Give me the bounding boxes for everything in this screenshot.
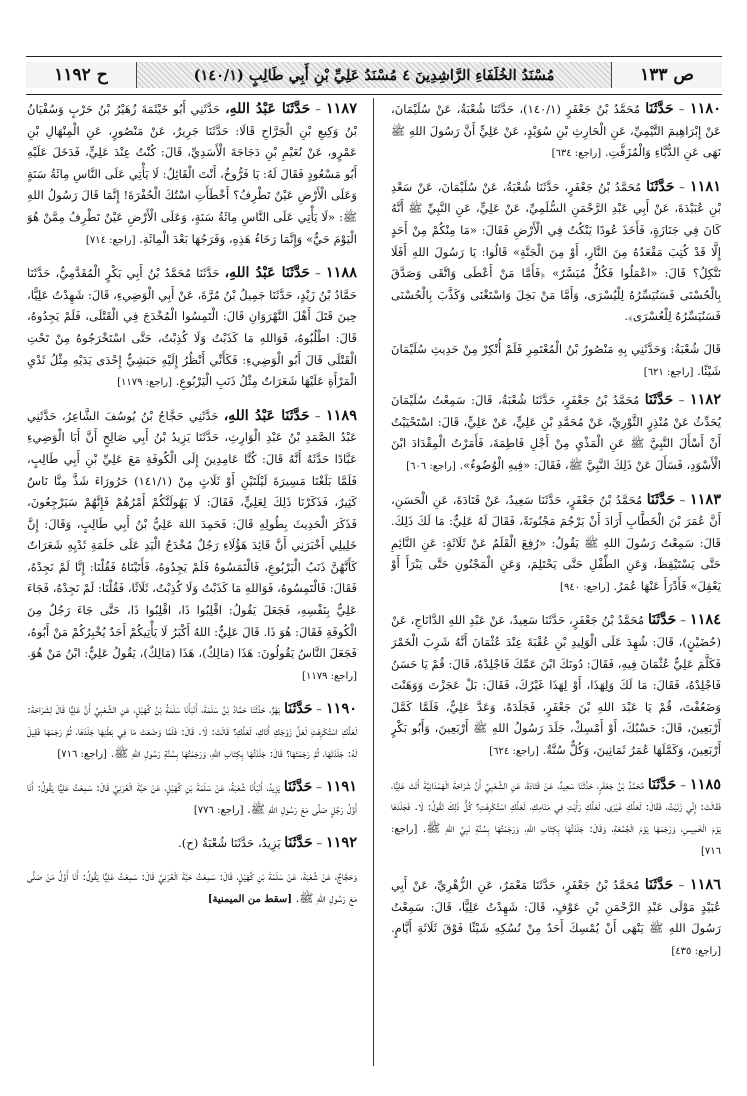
hadith-text: مُحَمَّدُ بْنُ جَعْفَرٍ، حَدَّثَنَا شُعْبَةُ، عَنْ سُلَيْمَانَ، عَنْ سَعْدِ بْنِ عُبَيْدَةَ، عَنْ أَبِي عَبْدِ الرَّحْمَنِ السُّلَمِيِّ، عَنْ عَلِيٍّ، عَنِ النَّبِيِّ ﷺ أَنَّهُ كَانَ فِي جَنَازَةٍ، فَأَخَذَ عُودًا يَنْكُتُ فِي الْأَرْضِ فَقَالَ: «مَا مِنْكُمْ مِنْ أَحَدٍ إِلَّا قَدْ كُتِبَ مَقْعَدُهُ مِنَ النَّارِ، أَوْ مِنَ الْجَنَّةِ» قَالُوا: يَا رَسُولَ اللهِ أَفَلَا نَتَّكِلُ؟ قَالَ: «اعْمَلُوا فَكُلٌّ مُيَسَّرٌ» ﴿فَأَمَّا مَنْ أَعْطَى وَاتَّقَى وَصَدَّقَ بِالْحُسْنَى فَسَنُيَسِّرُهُ لِلْيُسْرَى، وَأَمَّا مَنْ بَخِلَ وَاسْتَغْنَى وَكَذَّبَ بِالْحُسْنَى فَسَنُيَسِّرُهُ لِلْعُسْرَى﴾. <box>391 179 721 324</box>
hadith-text: يَزِيدُ، حَدَّثَنَا شُعْبَةُ (ح). <box>178 836 281 851</box>
hadith-entry: ١١٨١ – حَدَّثَنَا مُحَمَّدُ بْنُ جَعْفَرٍ، حَدَّثَنَا شُعْبَةُ، عَنْ سُلَيْمَانَ، عَنْ سَعْدِ بْنِ عُبَيْدَةَ، عَنْ أَبِي عَبْدِ الرَّحْمَنِ السُّلَمِيِّ، عَنْ عَلِيٍّ، عَنِ النَّبِيِّ ﷺ أَنَّهُ كَانَ فِي جَنَازَةٍ، فَأَخَذَ عُودًا يَنْكُتُ فِي الْأَرْضِ فَقَالَ: «مَا مِنْكُمْ مِنْ أَحَدٍ إِلَّا قَدْ كُتِبَ مَقْعَدُهُ مِنَ النَّارِ، أَوْ مِنَ الْجَنَّةِ» قَالُوا: يَا رَسُولَ اللهِ أَفَلَا نَتَّكِلُ؟ قَالَ: «اعْمَلُوا فَكُلٌّ مُيَسَّرٌ» ﴿فَأَمَّا مَنْ أَعْطَى وَاتَّقَى وَصَدَّقَ بِالْحُسْنَى فَسَنُيَسِّرُهُ لِلْيُسْرَى، وَأَمَّا مَنْ بَخِلَ وَاسْتَغْنَى وَكَذَّبَ بِالْحُسْنَى فَسَنُيَسِّرُهُ لِلْعُسْرَى﴾. <box>391 177 721 324</box>
isnad-opening: حَدَّثَنَا <box>644 392 674 409</box>
header-bottom-rule <box>26 94 722 95</box>
isnad-opening: حَدَّثَنَا <box>647 776 677 793</box>
hadith-number: ١١٨٤ <box>689 611 721 629</box>
hadith-entry: ١١٨٥ – حَدَّثَنَا مُحَمَّدُ بْنُ جَعْفَرٍ، حَدَّثَنَا سَعِيدٌ، عَنْ قَتَادَةَ، عَنِ الشَّعْبِيِّ أَنَّ شَرَاحَةَ الْهَمْدَانِيَّةَ أَتَتْ عَلِيًّا، فَقَالَتْ: إِنِّي زَنَيْتُ، فَقَالَ: لَعَلَّكِ غَيْرَى، لَعَلَّكِ رَأَيْتِ فِي مَنَامِكِ، لَعَلَّكِ اسْتُكْرِهْتِ؟ كُلُّ ذَلِكَ تَقُولُ: لَا. فَجَلَدَهَا يَوْمَ الْخَمِيسِ، وَرَجَمَهَا يَوْمَ الْجُمُعَةِ، وَقَالَ: جَلَدْتُهَا بِكِتَابِ اللهِ، وَرَجَمْتُهَا بِسُنَّةِ نَبِيِّ اللهِ ﷺ. [راجع: ٧١٦] <box>391 775 721 858</box>
hadith-entry: ١١٨٣ – حَدَّثَنَا مُحَمَّدُ بْنُ جَعْفَرٍ، حَدَّثَنَا سَعِيدٌ، عَنْ قَتَادَةَ، عَنِ الْحَسَنِ، أَنَّ عُمَرَ بْنَ الْخَطَّابِ أَرَادَ أَنْ يَرْجُمَ مَجْنُونَةً، فَقَالَ لَهُ عَلِيٌّ: مَا لَكَ ذَلِكَ. قَالَ: سَمِعْتُ رَسُولَ اللهِ ﷺ يَقُولُ: «رُفِعَ الْقَلَمُ عَنْ ثَلَاثَةٍ: عَنِ النَّائِمِ حَتَّى يَسْتَيْقِظَ، وَعَنِ الطِّفْلِ حَتَّى يَحْتَلِمَ، وَعَنِ الْمَجْنُونِ حَتَّى يَبْرَأَ أَوْ يَعْقِلَ» فَأَدْرَأَ عَنْهَا عُمَرُ. [راجع: ٩٤٠] <box>391 490 721 593</box>
header-top-rule <box>26 56 722 57</box>
isnad-opening: حَدَّثَنَا <box>284 701 313 718</box>
hadith-text: يَزِيدُ، أَنْبَأَنَا شُعْبَةُ، عَنْ سَلَمَةَ بْنِ كُهَيْلٍ، عَنْ حَبَّةَ الْعُرَنِيِّ قَالَ: سَمِعْتُ عَلِيًّا يَقُولُ: أَنَا أَوَّلُ رَجُلٍ صَلَّى مَعَ رَسُولِ اللهِ ﷺ. <box>27 780 357 816</box>
cross-reference: [راجع: ٦٣٤] <box>551 148 602 160</box>
hadith-entry: ١١٨٤ – حَدَّثَنَا مُحَمَّدُ بْنُ جَعْفَرٍ، حَدَّثَنَا سَعِيدٌ، عَنْ عَبْدِ اللهِ الدَّانَاجِ، عَنْ (حُضَيْنٍ)، قَالَ: شُهِدَ عَلَى الْوَلِيدِ بْنِ عُقْبَةَ عِنْدَ عُثْمَانَ أَنَّهُ شَرِبَ الْخَمْرَ فَكَلَّمَ عَلِيٌّ عُثْمَانَ فِيهِ، فَقَالَ: دُونَكَ ابْنَ عَمِّكَ فَاجْلِدْهُ، قَالَ: قُمْ يَا حَسَنُ فَاجْلِدْهُ، فَقَالَ: مَا لَكَ وَلِهَذَا، أَوْ لِهَذَا غَيْرُكَ، فَقَالَ: بَلْ عَجَزْتَ وَوَهَنْتَ وَضَعُفْتَ، قُمْ يَا عَبْدَ اللهِ بْنَ جَعْفَرٍ، فَجَلَدَهُ، وَعَدَّ عَلِيٌّ، فَلَمَّا كَمَّلَ أَرْبَعِينَ، قَالَ: حَسْبُكَ، أَوْ أَمْسِكْ، جَلَدَ رَسُولُ اللهِ ﷺ أَرْبَعِينَ، وَأَبُو بَكْرٍ أَرْبَعِينَ، وَكَمَّلَهَا عُمَرُ ثَمَانِينَ، وَكُلٌّ سُنَّةٌ. [راجع: ٦٢٤] <box>391 611 721 758</box>
hadith-text: مُحَمَّدُ بْنُ جَعْفَرٍ، حَدَّثَنَا سَعِيدٌ، عَنْ قَتَادَةَ، عَنِ الشَّعْبِيِّ أَنَّ شَرَاحَةَ الْهَمْدَانِيَّةَ أَتَتْ عَلِيًّا، فَقَالَتْ: إِنِّي زَنَيْتُ، فَقَالَ: لَعَلَّكِ غَيْرَى، لَعَلَّكِ رَأَيْتِ فِي مَنَامِكِ، لَعَلَّكِ اسْتُكْرِهْتِ؟ كُلُّ ذَلِكَ تَقُولُ: لَا. فَجَلَدَهَا يَوْمَ الْخَمِيسِ، وَرَجَمَهَا يَوْمَ الْجُمُعَةِ، وَقَالَ: جَلَدْتُهَا بِكِتَابِ اللهِ، وَرَجَمْتُهَا بِسُنَّةِ نَبِيِّ اللهِ ﷺ. <box>391 777 721 835</box>
hadith-entry: ١١٨٧ – حَدَّثَنَا عَبْدُ اللهِ، حَدَّثَنِي أَبُو خَيْثَمَةَ زُهَيْرُ بْنُ حَرْبٍ وَسُفْيَانُ بْنُ وَكِيعِ بْنِ الْجَرَّاحِ قَالَا: حَدَّثَنَا جَرِيرٌ، عَنْ مَنْصُورٍ، عَنِ الْمِنْهَالِ بْنِ عَمْرٍو، عَنْ نُعَيْمِ بْنِ دَجَاجَةَ الْأَسَدِيِّ، قَالَ: كُنْتُ عِنْدَ عَلِيٍّ، فَدَخَلَ عَلَيْهِ أَبُو مَسْعُودٍ فَقَالَ لَهُ: يَا فَرُّوخُ، أَنْتَ الْقَائِلُ: لَا يَأْتِي عَلَى النَّاسِ مِائَةُ سَنَةٍ وَعَلَى الْأَرْضِ عَيْنٌ تَطْرِفُ؟ أَخْطَأَتِ اسْتُكَ الْحُفْرَةَ! إِنَّمَا قَالَ رَسُولُ اللهِ ﷺ: «لَا يَأْتِي عَلَى النَّاسِ مِائَةُ سَنَةٍ، وَعَلَى الْأَرْضِ عَيْنٌ تَطْرِفُ مِمَّنْ هُوَ الْيَوْمَ حَيٌّ» وَإِنَّمَا رَخَاءُ هَذِهِ، وَفَرَجُهَا بَعْدَ الْمِائَةِ. [راجع: ٧١٤] <box>27 100 357 246</box>
hadith-number: ١١٨٥ <box>689 775 721 793</box>
cross-reference: [راجع: ٤٣٥] <box>671 945 721 957</box>
hadith-text: مُحَمَّدُ بْنُ جَعْفَرٍ، حَدَّثَنَا شُعْبَةُ، قَالَ: سَمِعْتُ سُلَيْمَانَ يُحَدِّثُ عَنْ مُنْذِرٍ الثَّوْرِيِّ، عَنْ مُحَمَّدِ بْنِ عَلِيٍّ، عَنْ عَلِيٍّ، قَالَ: اسْتَحْيَيْتُ أَنْ أَسْأَلَ النَّبِيَّ ﷺ عَنِ الْمَذْيِ مِنْ أَجْلِ فَاطِمَةَ، فَأَمَرْتُ الْمِقْدَادَ ابْنَ الْأَسْوَدِ، فَسَأَلَ عَنْ ذَلِكَ النَّبِيَّ ﷺ، فَقَالَ: «فِيهِ الْوُضُوءُ». <box>391 393 721 472</box>
cross-reference: [راجع: ٧١٤] <box>85 234 136 246</box>
hadith-number: ١١٩٢ <box>325 834 357 852</box>
hadith-entry: ١١٨٨ – حَدَّثَنَا عَبْدُ اللهِ، حَدَّثَنَا مُحَمَّدُ بْنُ أَبِي بَكْرٍ الْمُقَدَّمِيُّ، حَدَّثَنَا حَمَّادُ بْنُ زَيْدٍ، حَدَّثَنَا جَمِيلُ بْنُ مُرَّةَ، عَنْ أَبِي الْوَضِيءِ، قَالَ: شَهِدْتُ عَلِيًّا، حِينَ قَتَلَ أَهْلَ النَّهْرَوَانِ قَالَ: الْتَمِسُوا الْمُخْدَجَ فِي الْقَتْلَى، فَلَمْ يَجِدُوهُ، قَالَ: اطْلُبُوهُ، فَوَاللهِ مَا كَذَبْتُ وَلَا كُذِبْتُ، حَتَّى اسْتَخْرَجُوهُ مِنْ تَحْتِ الْقَتْلَى قَالَ أَبُو الْوَضِيءِ: فَكَأَنِّي أَنْظُرُ إِلَيْهِ حَبَشِيٌّ إِحْدَى يَدَيْهِ مِثْلُ ثَدْيِ الْمَرْأَةِ عَلَيْهَا شَعَرَاتٌ مِثْلُ ذَنَبِ الْيَرْبُوعِ. [راجع: ١١٧٩] <box>27 264 357 389</box>
cross-reference: [راجع: ٦٢٤] <box>489 746 539 758</box>
isnad-opening: حَدَّثَنَا عَبْدُ اللهِ، <box>223 407 310 424</box>
cross-reference: [راجع: ٧١٦] <box>391 823 721 858</box>
edition-note: [سقط من الميمنية] <box>207 893 292 905</box>
isnad-opening: حَدَّثَنَا <box>283 779 313 796</box>
hadith-number: ١١٩١ <box>325 778 357 796</box>
right-column <box>391 98 721 1070</box>
hadith-number: ١١٨٦ <box>689 876 721 893</box>
isnad-opening: حَدَّثَنَا <box>647 612 677 629</box>
hadith-number: ١١٨٣ <box>689 490 721 508</box>
hadith-entry: ١١٩١ – حَدَّثَنَا يَزِيدُ، أَنْبَأَنَا شُعْبَةُ، عَنْ سَلَمَةَ بْنِ كُهَيْلٍ، عَنْ حَبَّةَ الْعُرَنِيِّ قَالَ: سَمِعْتُ عَلِيًّا يَقُولُ: أَنَا أَوَّلُ رَجُلٍ صَلَّى مَعَ رَسُولِ اللهِ ﷺ. [راجع: ٧٧٦] <box>27 778 357 816</box>
hadith-number: ١١٩٠ <box>325 700 357 718</box>
cross-reference: [راجع: ٩٤٠] <box>560 581 610 593</box>
hadith-text: حَدَّثَنَا مُحَمَّدُ بْنُ أَبِي بَكْرٍ الْمُقَدَّمِيُّ، حَدَّثَنَا حَمَّادُ بْنُ زَيْدٍ، حَدَّثَنَا جَمِيلُ بْنُ مُرَّةَ، عَنْ أَبِي الْوَضِيءِ، قَالَ: شَهِدْتُ عَلِيًّا، حِينَ قَتَلَ أَهْلَ النَّهْرَوَانِ قَالَ: الْتَمِسُوا الْمُخْدَجَ فِي الْقَتْلَى، فَلَمْ يَجِدُوهُ، قَالَ: اطْلُبُوهُ، فَوَاللهِ مَا كَذَبْتُ وَلَا كُذِبْتُ، حَتَّى اسْتَخْرَجُوهُ مِنْ تَحْتِ الْقَتْلَى قَالَ أَبُو الْوَضِيءِ: فَكَأَنِّي أَنْظُرُ إِلَيْهِ حَبَشِيٌّ إِحْدَى يَدَيْهِ مِثْلُ ثَدْيِ الْمَرْأَةِ عَلَيْهَا شَعَرَاتٌ مِثْلُ ذَنَبِ الْيَرْبُوعِ. <box>27 266 357 389</box>
hadith-continuation <box>27 866 357 910</box>
cross-reference: [راجع: ٦٠٦] <box>406 460 456 472</box>
hadith-continuation <box>391 339 721 383</box>
hadith-text: حَدَّثَنِي حَجَّاجُ بْنُ يُوسُفَ الشَّاعِرُ، حَدَّثَنِي عَبْدُ الصَّمَدِ بْنُ عَبْدِ الْوَارِثِ، حَدَّثَنَا يَزِيدُ بْنُ أَبِي صَالِحٍ أَنَّ أَبَا الْوَضِيءِ عَبَّادًا حَدَّثَهُ أَنَّهُ قَالَ: كُنَّا عَامِدِينَ إِلَى الْكُوفَةِ مَعَ عَلِيِّ بْنِ أَبِي طَالِبٍ، فَلَمَّا بَلَغْنَا مَسِيرَةَ لَيْلَتَيْنِ أَوْ ثَلَاثٍ مِنْ (١٤١/١) حَرُورَاءَ شَذَّ مِنَّا نَاسٌ كَثِيرٌ، فَذَكَرْنَا ذَلِكَ لِعَلِيٍّ، فَقَالَ: لَا يَهُولَنَّكُمْ أَمْرُهُمْ فَإِنَّهُمْ سَيَرْجِعُونَ، فَذَكَرَ الْحَدِيثَ بِطُولِهِ قَالَ: فَحَمِدَ اللهَ عَلِيُّ بْنُ أَبِي طَالِبٍ، وَقَالَ: إِنَّ خَلِيلِي أَخْبَرَنِي أَنَّ قَائِدَ هَؤُلَاءِ رَجُلٌ مُخْدَجُ الْيَدِ عَلَى حَلَمَةِ ثَدْيِهِ شَعَرَاتٌ كَأَنَّهُنَّ ذَنَبُ الْيَرْبُوعِ، فَالْتَمَسُوهُ فَلَمْ يَجِدُوهُ، فَأَتَيْنَاهُ فَقُلْنَا: إِنَّا لَمْ نَجِدْهُ، فَقَالَ: فَالْتَمِسُوهُ، فَوَاللهِ مَا كَذَبْتُ وَلَا كُذِبْتُ، ثَلَاثًا، فَقُلْنَا: لَمْ نَجِدْهُ، فَجَاءَ عَلِيٌّ بِنَفْسِهِ، فَجَعَلَ يَقُولُ: اقْلِبُوا ذَا، اقْلِبُوا ذَا، حَتَّى جَاءَ رَجُلٌ مِنَ الْكُوفَةِ فَقَالَ: هُوَ ذَا. قَالَ عَلِيٌّ: اللهُ أَكْبَرُ لَا يَأْتِيكُمْ أَحَدٌ يُخْبِرُكُمْ مَنْ أَبُوهُ، فَجَعَلَ النَّاسُ يَقُولُونَ: هَذَا (مَالِكٌ)، هَذَا (مَالِكٌ)، يَقُولُ عَلِيٌّ: ابْنُ مَنْ هُوَ. <box>27 408 357 661</box>
hadith-entry: ١١٨٦ – حَدَّثَنَا مُحَمَّدُ بْنُ جَعْفَرٍ، حَدَّثَنَا مَعْمَرٌ، عَنِ الزُّهْرِيِّ، عَنْ أَبِي عُبَيْدٍ مَوْلَى عَبْدِ الرَّحْمَنِ بْنِ عَوْفٍ، قَالَ: شَهِدْتُ عَلِيًّا، قَالَ: سَمِعْتُ رَسُولَ اللهِ ﷺ يَنْهَى أَنْ يُمْسِكَ أَحَدٌ مِنْ نُسُكِهِ شَيْئًا فَوْقَ ثَلَاثَةِ أَيَّامٍ. [راجع: ٤٣٥] <box>391 876 721 957</box>
hadith-text: بَهْزٌ، حَدَّثَنَا حَمَّادُ بْنُ سَلَمَةَ، أَنْبَأَنَا سَلَمَةُ بْنُ كُهَيْلٍ، عَنِ الشَّعْبِيِّ أَنَّ عَلِيًّا قَالَ لِشَرَاحَةَ: لَعَلَّكِ اسْتُكْرِهْتِ لَعَلَّ زَوْجَكِ أَتَاكِ، لَعَلَّكِ؟ قَالَتْ: لَا. قَالَ: فَلَمَّا وَضَعَتْ مَا فِي بَطْنِهَا جَلَدَهَا، ثُمَّ رَجَمَهَا فَقِيلَ لَهُ: جَلَدْتَهَا، ثُمَّ رَجَمْتَهَا؟ قَالَ: جَلَدْتُهَا بِكِتَابِ اللهِ، وَرَجَمْتُهَا بِسُنَّةِ رَسُولِ اللهِ ﷺ. <box>27 702 357 760</box>
isnad-opening: حَدَّثَنَا <box>284 835 313 852</box>
hadith-number: ١١٨٩ <box>325 406 357 424</box>
hadith-range: ح ١١٩٢ <box>26 62 136 88</box>
running-title: مُسْنَدُ الخُلَفَاءِ الرَّاشِدِينَ ٤ مُسْنَدُ عَلِيِّ بْنِ أَبِي طَالِبٍ (١٤٠/١) <box>136 62 612 88</box>
hadith-entry: ١١٨٩ – حَدَّثَنَا عَبْدُ اللهِ، حَدَّثَنِي حَجَّاجُ بْنُ يُوسُفَ الشَّاعِرُ، حَدَّثَنِي عَبْدُ الصَّمَدِ بْنُ عَبْدِ الْوَارِثِ، حَدَّثَنَا يَزِيدُ بْنُ أَبِي صَالِحٍ أَنَّ أَبَا الْوَضِيءِ عَبَّادًا حَدَّثَهُ أَنَّهُ قَالَ: كُنَّا عَامِدِينَ إِلَى الْكُوفَةِ مَعَ عَلِيِّ بْنِ أَبِي طَالِبٍ، فَلَمَّا بَلَغْنَا مَسِيرَةَ لَيْلَتَيْنِ أَوْ ثَلَاثٍ مِنْ (١٤١/١) حَرُورَاءَ شَذَّ مِنَّا نَاسٌ كَثِيرٌ، فَذَكَرْنَا ذَلِكَ لِعَلِيٍّ، فَقَالَ: لَا يَهُولَنَّكُمْ أَمْرُهُمْ فَإِنَّهُمْ سَيَرْجِعُونَ، فَذَكَرَ الْحَدِيثَ بِطُولِهِ قَالَ: فَحَمِدَ اللهَ عَلِيُّ بْنُ أَبِي طَالِبٍ، وَقَالَ: إِنَّ خَلِيلِي أَخْبَرَنِي أَنَّ قَائِدَ هَؤُلَاءِ رَجُلٌ مُخْدَجُ الْيَدِ عَلَى حَلَمَةِ ثَدْيِهِ شَعَرَاتٌ كَأَنَّهُنَّ ذَنَبُ الْيَرْبُوعِ، فَالْتَمَسُوهُ فَلَمْ يَجِدُوهُ، فَأَتَيْنَاهُ فَقُلْنَا: إِنَّا لَمْ نَجِدْهُ، فَقَالَ: فَالْتَمِسُوهُ، فَوَاللهِ مَا كَذَبْتُ وَلَا كُذِبْتُ، ثَلَاثًا، فَقُلْنَا: لَمْ نَجِدْهُ، فَجَاءَ عَلِيٌّ بِنَفْسِهِ، فَجَعَلَ يَقُولُ: اقْلِبُوا ذَا، اقْلِبُوا ذَا، حَتَّى جَاءَ رَجُلٌ مِنَ الْكُوفَةِ فَقَالَ: هُوَ ذَا. قَالَ عَلِيٌّ: اللهُ أَكْبَرُ لَا يَأْتِيكُمْ أَحَدٌ يُخْبِرُكُمْ مَنْ أَبُوهُ، فَجَعَلَ النَّاسُ يَقُولُونَ: هَذَا (مَالِكٌ)، هَذَا (مَالِكٌ)، يَقُولُ عَلِيٌّ: ابْنُ مَنْ هُوَ. [راجع: ١١٧٩] <box>27 406 357 682</box>
hadith-number: ١١٨٠ <box>689 100 721 117</box>
cross-reference: [راجع: ٧٧٦] <box>193 804 244 816</box>
cross-reference: [راجع: ١١٧٩] <box>117 377 173 389</box>
cross-reference: [راجع: ١١٧٩] <box>302 670 357 682</box>
hadith-text: مُحَمَّدُ بْنُ جَعْفَرٍ (١٤٠/١)، حَدَّثَنَا شُعْبَةُ، عَنْ سُلَيْمَانَ، عَنْ إِبْرَاهِيمَ التَّيْمِيِّ، عَنِ الْحَارِثِ بْنِ سُوَيْدٍ، عَنْ عَلِيٍّ أَنَّ رَسُولَ اللهِ ﷺ نَهَى عَنِ الدُّبَّاءِ وَالْمُزَفَّتِ. <box>391 102 721 160</box>
cross-reference: [راجع: ٦٢١] <box>643 366 694 378</box>
column-divider <box>373 98 374 1066</box>
cross-reference: [راجع: ٧١٦] <box>57 748 107 760</box>
hadith-text: حَدَّثَنِي أَبُو خَيْثَمَةَ زُهَيْرُ بْنُ حَرْبٍ وَسُفْيَانُ بْنُ وَكِيعِ بْنِ الْجَرَّاحِ قَالَا: حَدَّثَنَا جَرِيرٌ، عَنْ مَنْصُورٍ، عَنِ الْمِنْهَالِ بْنِ عَمْرٍو، عَنْ نُعَيْمِ بْنِ دَجَاجَةَ الْأَسَدِيِّ، قَالَ: كُنْتُ عِنْدَ عَلِيٍّ، فَدَخَلَ عَلَيْهِ أَبُو مَسْعُودٍ فَقَالَ لَهُ: يَا فَرُّوخُ، أَنْتَ الْقَائِلُ: لَا يَأْتِي عَلَى النَّاسِ مِائَةُ سَنَةٍ وَعَلَى الْأَرْضِ عَيْنٌ تَطْرِفُ؟ أَخْطَأَتِ اسْتُكَ الْحُفْرَةَ! إِنَّمَا قَالَ رَسُولُ اللهِ ﷺ: «لَا يَأْتِي عَلَى النَّاسِ مِائَةُ سَنَةٍ، وَعَلَى الْأَرْضِ عَيْنٌ تَطْرِفُ مِمَّنْ هُوَ الْيَوْمَ حَيٌّ» وَإِنَّمَا رَخَاءُ هَذِهِ، وَفَرَجُهَا بَعْدَ الْمِائَةِ. <box>27 102 357 246</box>
page-header <box>26 58 722 92</box>
isnad-opening: حَدَّثَنَا <box>646 491 676 508</box>
isnad-opening: حَدَّثَنَا عَبْدُ اللهِ، <box>224 265 311 282</box>
hadith-text: مُحَمَّدُ بْنُ جَعْفَرٍ، حَدَّثَنَا سَعِيدٌ، عَنْ قَتَادَةَ، عَنِ الْحَسَنِ، أَنَّ عُمَرَ بْنَ الْخَطَّابِ أَرَادَ أَنْ يَرْجُمَ مَجْنُونَةً، فَقَالَ لَهُ عَلِيٌّ: مَا لَكَ ذَلِكَ. قَالَ: سَمِعْتُ رَسُولَ اللهِ ﷺ يَقُولُ: «رُفِعَ الْقَلَمُ عَنْ ثَلَاثَةٍ: عَنِ النَّائِمِ حَتَّى يَسْتَيْقِظَ، وَعَنِ الطِّفْلِ حَتَّى يَحْتَلِمَ، وَعَنِ الْمَجْنُونِ حَتَّى يَبْرَأَ أَوْ يَعْقِلَ» فَأَدْرَأَ عَنْهَا عُمَرُ. <box>391 492 721 593</box>
hadith-number: ١١٨٨ <box>325 264 357 282</box>
isnad-opening: حَدَّثَنَا <box>645 101 674 117</box>
left-column <box>27 98 357 1070</box>
hadith-text: قَالَ شُعْبَةُ: وَحَدَّثَنِي بِهِ مَنْصُورُ بْنُ الْمُعْتَمِرِ فَلَمْ أُنْكِرْ مِنْ حَدِيثِ سُلَيْمَانَ شَيْئًا. <box>391 341 721 378</box>
isnad-opening: حَدَّثَنَا عَبْدُ اللهِ، <box>225 101 311 117</box>
hadith-entry: ١١٨٠ – حَدَّثَنَا مُحَمَّدُ بْنُ جَعْفَرٍ (١٤٠/١)، حَدَّثَنَا شُعْبَةُ، عَنْ سُلَيْمَانَ، عَنْ إِبْرَاهِيمَ التَّيْمِيِّ، عَنِ الْحَارِثِ بْنِ سُوَيْدٍ، عَنْ عَلِيٍّ أَنَّ رَسُولَ اللهِ ﷺ نَهَى عَنِ الدُّبَّاءِ وَالْمُزَفَّتِ. [راجع: ٦٣٤] <box>391 100 721 160</box>
isnad-opening: حَدَّثَنَا <box>644 877 674 893</box>
hadith-text: مُحَمَّدُ بْنُ جَعْفَرٍ، حَدَّثَنَا مَعْمَرٌ، عَنِ الزُّهْرِيِّ، عَنْ أَبِي عُبَيْدٍ مَوْلَى عَبْدِ الرَّحْمَنِ بْنِ عَوْفٍ، قَالَ: شَهِدْتُ عَلِيًّا، قَالَ: سَمِعْتُ رَسُولَ اللهِ ﷺ يَنْهَى أَنْ يُمْسِكَ أَحَدٌ مِنْ نُسُكِهِ شَيْئًا فَوْقَ ثَلَاثَةِ أَيَّامٍ. <box>391 878 721 936</box>
hadith-entry: ١١٩٠ – حَدَّثَنَا بَهْزٌ، حَدَّثَنَا حَمَّادُ بْنُ سَلَمَةَ، أَنْبَأَنَا سَلَمَةُ بْنُ كُهَيْلٍ، عَنِ الشَّعْبِيِّ أَنَّ عَلِيًّا قَالَ لِشَرَاحَةَ: لَعَلَّكِ اسْتُكْرِهْتِ لَعَلَّ زَوْجَكِ أَتَاكِ، لَعَلَّكِ؟ قَالَتْ: لَا. قَالَ: فَلَمَّا وَضَعَتْ مَا فِي بَطْنِهَا جَلَدَهَا، ثُمَّ رَجَمَهَا فَقِيلَ لَهُ: جَلَدْتَهَا، ثُمَّ رَجَمْتَهَا؟ قَالَ: جَلَدْتُهَا بِكِتَابِ اللهِ، وَرَجَمْتُهَا بِسُنَّةِ رَسُولِ اللهِ ﷺ. [راجع: ٧١٦] <box>27 700 357 760</box>
hadith-text: مُحَمَّدُ بْنُ جَعْفَرٍ، حَدَّثَنَا سَعِيدٌ، عَنْ عَبْدِ اللهِ الدَّانَاجِ، عَنْ (حُضَيْنٍ)، قَالَ: شُهِدَ عَلَى الْوَلِيدِ بْنِ عُقْبَةَ عِنْدَ عُثْمَانَ أَنَّهُ شَرِبَ الْخَمْرَ فَكَلَّمَ عَلِيٌّ عُثْمَانَ فِيهِ، فَقَالَ: دُونَكَ ابْنَ عَمِّكَ فَاجْلِدْهُ، قَالَ: قُمْ يَا حَسَنُ فَاجْلِدْهُ، فَقَالَ: مَا لَكَ وَلِهَذَا، أَوْ لِهَذَا غَيْرُكَ، فَقَالَ: بَلْ عَجَزْتَ وَوَهَنْتَ وَضَعُفْتَ، قُمْ يَا عَبْدَ اللهِ بْنَ جَعْفَرٍ، فَجَلَدَهُ، وَعَدَّ عَلِيٌّ، فَلَمَّا كَمَّلَ أَرْبَعِينَ، قَالَ: حَسْبُكَ، أَوْ أَمْسِكْ، جَلَدَ رَسُولُ اللهِ ﷺ أَرْبَعِينَ، وَأَبُو بَكْرٍ أَرْبَعِينَ، وَكَمَّلَهَا عُمَرُ ثَمَانِينَ، وَكُلٌّ سُنَّةٌ. <box>391 613 721 758</box>
hadith-entry: ١١٨٢ – حَدَّثَنَا مُحَمَّدُ بْنُ جَعْفَرٍ، حَدَّثَنَا شُعْبَةُ، قَالَ: سَمِعْتُ سُلَيْمَانَ يُحَدِّثُ عَنْ مُنْذِرٍ الثَّوْرِيِّ، عَنْ مُحَمَّدِ بْنِ عَلِيٍّ، عَنْ عَلِيٍّ، قَالَ: اسْتَحْيَيْتُ أَنْ أَسْأَلَ النَّبِيَّ ﷺ عَنِ الْمَذْيِ مِنْ أَجْلِ فَاطِمَةَ، فَأَمَرْتُ الْمِقْدَادَ ابْنَ الْأَسْوَدِ، فَسَأَلَ عَنْ ذَلِكَ النَّبِيَّ ﷺ، فَقَالَ: «فِيهِ الْوُضُوءُ». [راجع: ٦٠٦] <box>391 391 721 472</box>
hadith-text: وَحَجَّاجٌ، عَنْ شُعْبَةَ، عَنْ سَلَمَةَ بْنِ كُهَيْلٍ، قَالَ: سَمِعْتُ حَبَّةَ الْعُرَنِيَّ قَالَ: سَمِعْتُ عَلِيًّا يَقُولُ: أَنَا أَوَّلُ مَنْ صَلَّى مَعَ رَسُولِ اللهِ ﷺ. <box>27 869 357 905</box>
hadith-number: ١١٨٧ <box>325 100 357 117</box>
hadith-number: ١١٨٢ <box>689 391 721 409</box>
isnad-opening: حَدَّثَنَا <box>646 178 675 195</box>
page-number: ص ١٣٣ <box>612 62 722 88</box>
hadith-entry: ١١٩٢ – حَدَّثَنَا يَزِيدُ، حَدَّثَنَا شُعْبَةُ (ح). <box>178 834 357 852</box>
hadith-number: ١١٨١ <box>689 177 721 195</box>
